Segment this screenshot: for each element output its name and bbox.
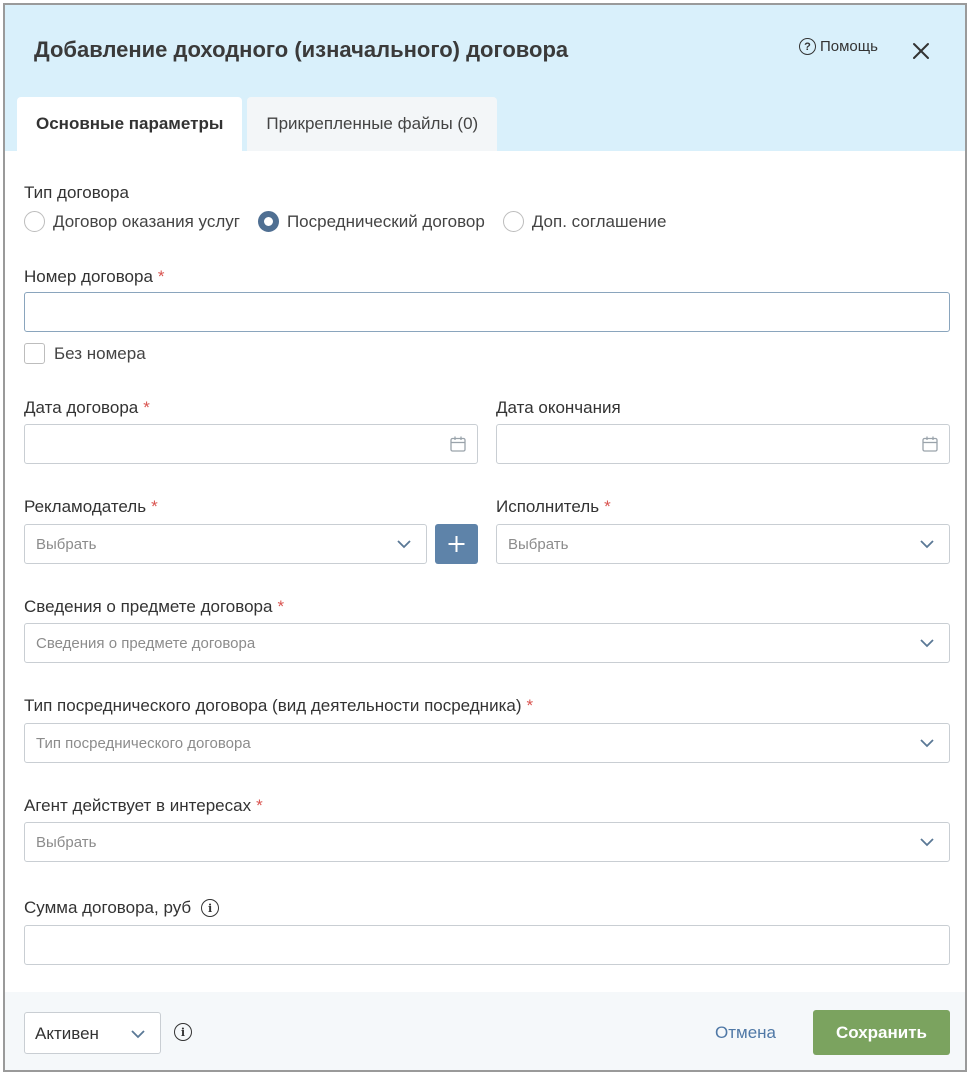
- help-button[interactable]: [799, 38, 878, 55]
- required-asterisk: *: [143, 398, 150, 417]
- contract-date-label: [24, 398, 150, 418]
- radio-label: Доп. соглашение: [531, 211, 667, 231]
- chevron-down-icon: [919, 637, 935, 649]
- intermediary-type-placeholder: Тип посреднического договора: [36, 735, 251, 752]
- agent-acts-placeholder: Выбрать: [36, 834, 97, 851]
- radio-circle-checked[interactable]: [258, 211, 279, 232]
- chevron-down-icon: [919, 538, 935, 550]
- radio-supplementary-agreement[interactable]: [503, 211, 667, 232]
- chevron-down-icon: [919, 836, 935, 848]
- executor-label: [496, 497, 611, 517]
- radio-label: Договор оказания услуг: [53, 211, 240, 231]
- radio-service-contract[interactable]: [24, 211, 240, 232]
- advertiser-placeholder: Выбрать: [36, 536, 97, 553]
- question-circle-icon: ?: [799, 38, 816, 55]
- label-text: Исполнитель: [496, 497, 600, 516]
- dialog-title: Добавление доходного (изначального) договора: [34, 37, 569, 62]
- radio-intermediary-contract[interactable]: [258, 211, 485, 232]
- radio-circle[interactable]: [24, 211, 45, 232]
- contract-date-input[interactable]: [24, 424, 478, 464]
- info-icon[interactable]: i: [201, 899, 219, 917]
- contract-type-label: Тип договора: [24, 183, 129, 202]
- advertiser-select[interactable]: [24, 524, 427, 564]
- intermediary-type-label: [24, 696, 533, 716]
- label-text: Тип посреднического договора (вид деятельности посредника): [24, 696, 522, 715]
- calendar-icon[interactable]: [921, 435, 939, 453]
- calendar-icon[interactable]: [449, 435, 467, 453]
- subject-label: [24, 597, 284, 617]
- radio-circle[interactable]: [503, 211, 524, 232]
- label-text: Рекламодатель: [24, 497, 147, 516]
- required-asterisk: *: [151, 497, 158, 516]
- save-button[interactable]: Сохранить: [813, 1010, 950, 1055]
- required-asterisk: *: [604, 497, 611, 516]
- status-value: Активен: [35, 1024, 99, 1043]
- agent-acts-label: [24, 796, 263, 816]
- executor-placeholder: Выбрать: [508, 536, 569, 553]
- required-asterisk: *: [256, 796, 263, 815]
- help-label: Помощь: [820, 38, 878, 55]
- required-asterisk: *: [157, 267, 165, 286]
- no-number-label: Без номера: [54, 343, 146, 363]
- contract-type-radio-group: [24, 211, 684, 232]
- add-contract-dialog: [3, 3, 967, 1072]
- chevron-down-icon: [130, 1028, 146, 1040]
- required-asterisk: *: [277, 597, 285, 616]
- end-date-label: Дата окончания: [496, 398, 621, 417]
- tab-bar: [17, 97, 497, 151]
- executor-select[interactable]: [496, 524, 950, 564]
- label-text: Дата договора: [24, 398, 139, 417]
- status-select[interactable]: [24, 1012, 161, 1054]
- label-text: Сумма договора, руб: [24, 898, 192, 917]
- no-number-checkbox[interactable]: [24, 343, 146, 364]
- add-advertiser-button[interactable]: [435, 524, 478, 564]
- contract-number-label: [24, 267, 165, 287]
- status-info-icon[interactable]: i: [174, 1023, 192, 1041]
- advertiser-label: [24, 497, 158, 517]
- required-asterisk: *: [526, 696, 534, 715]
- dialog-header: [5, 5, 965, 151]
- tab-main-parameters[interactable]: Основные параметры: [17, 97, 242, 151]
- close-icon[interactable]: [911, 41, 931, 61]
- label-text: Сведения о предмете договора: [24, 597, 273, 616]
- checkbox-box[interactable]: [24, 343, 45, 364]
- plus-icon: [435, 524, 478, 564]
- chevron-down-icon: [919, 737, 935, 749]
- label-text: Номер договора: [24, 267, 153, 286]
- tab-attached-files[interactable]: Прикрепленные файлы (0): [247, 97, 497, 151]
- chevron-down-icon: [396, 538, 412, 550]
- intermediary-type-select[interactable]: [24, 723, 950, 763]
- subject-placeholder: Сведения о предмете договора: [36, 635, 256, 652]
- agent-acts-select[interactable]: [24, 822, 950, 862]
- end-date-input[interactable]: [496, 424, 950, 464]
- radio-label: Посреднический договор: [286, 211, 485, 231]
- cancel-button[interactable]: Отмена: [715, 1023, 776, 1042]
- amount-input[interactable]: [24, 925, 950, 965]
- label-text: Агент действует в интересах: [24, 796, 252, 815]
- amount-label: [24, 898, 219, 918]
- subject-select[interactable]: [24, 623, 950, 663]
- contract-number-input[interactable]: [24, 292, 950, 332]
